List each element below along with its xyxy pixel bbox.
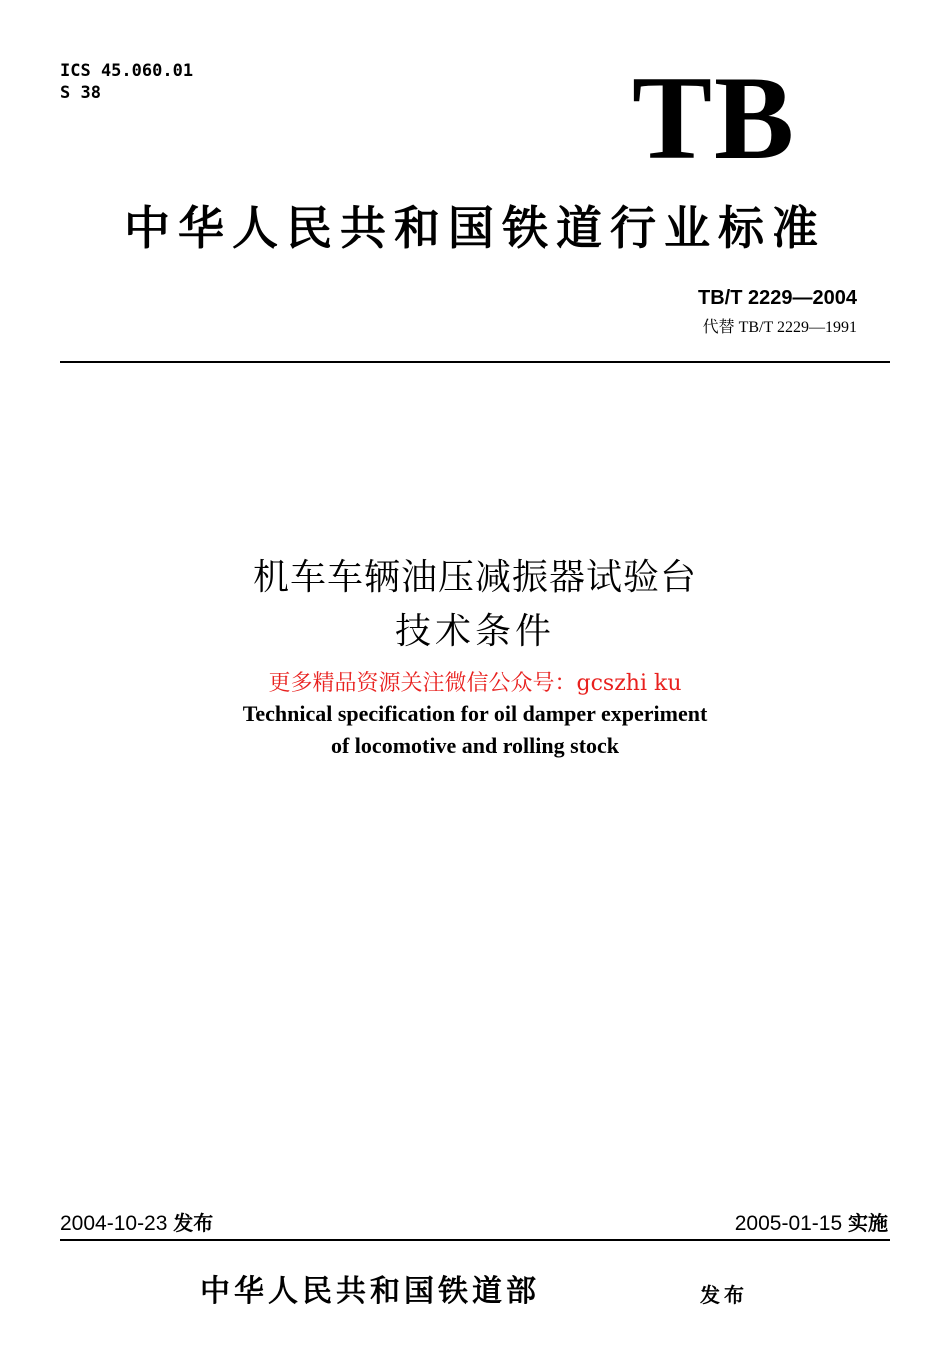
ics-code: ICS 45.060.01: [60, 61, 194, 81]
standard-number: TB/T 2229—2004: [698, 287, 857, 309]
ccs-code: S 38: [60, 83, 101, 103]
standard-category-title: 中华人民共和国铁道行业标准: [124, 201, 826, 255]
issuing-authority: 中华人民共和国铁道部: [200, 1274, 540, 1309]
document-title-en-line2: of locomotive and rolling stock: [330, 733, 620, 758]
tb-logo: TB: [632, 51, 797, 184]
issuing-label: 发布: [700, 1283, 748, 1307]
implementation-label: 实施: [848, 1211, 888, 1235]
implementation-date-block: [735, 1208, 888, 1239]
classification-codes: [60, 60, 193, 104]
replaces-standard: 代替 TB/T 2229—1991: [702, 319, 857, 336]
header-divider: [60, 361, 890, 363]
watermark-notice: 更多精品资源关注微信公众号：gcszhi ku: [268, 671, 682, 696]
document-title-cn-line2: 技术条件: [394, 611, 555, 652]
issue-label: 发布: [173, 1211, 214, 1235]
issue-date-block: [60, 1208, 213, 1239]
document-title-en-line1: Technical specification for oil damper experiment: [242, 701, 708, 726]
document-title-cn-line1: 机车车辆油压减振器试验台: [252, 557, 697, 598]
issue-date: 2004-10-23: [60, 1212, 168, 1235]
implementation-date: 2005-01-15: [734, 1212, 843, 1235]
footer-divider: [60, 1239, 890, 1241]
